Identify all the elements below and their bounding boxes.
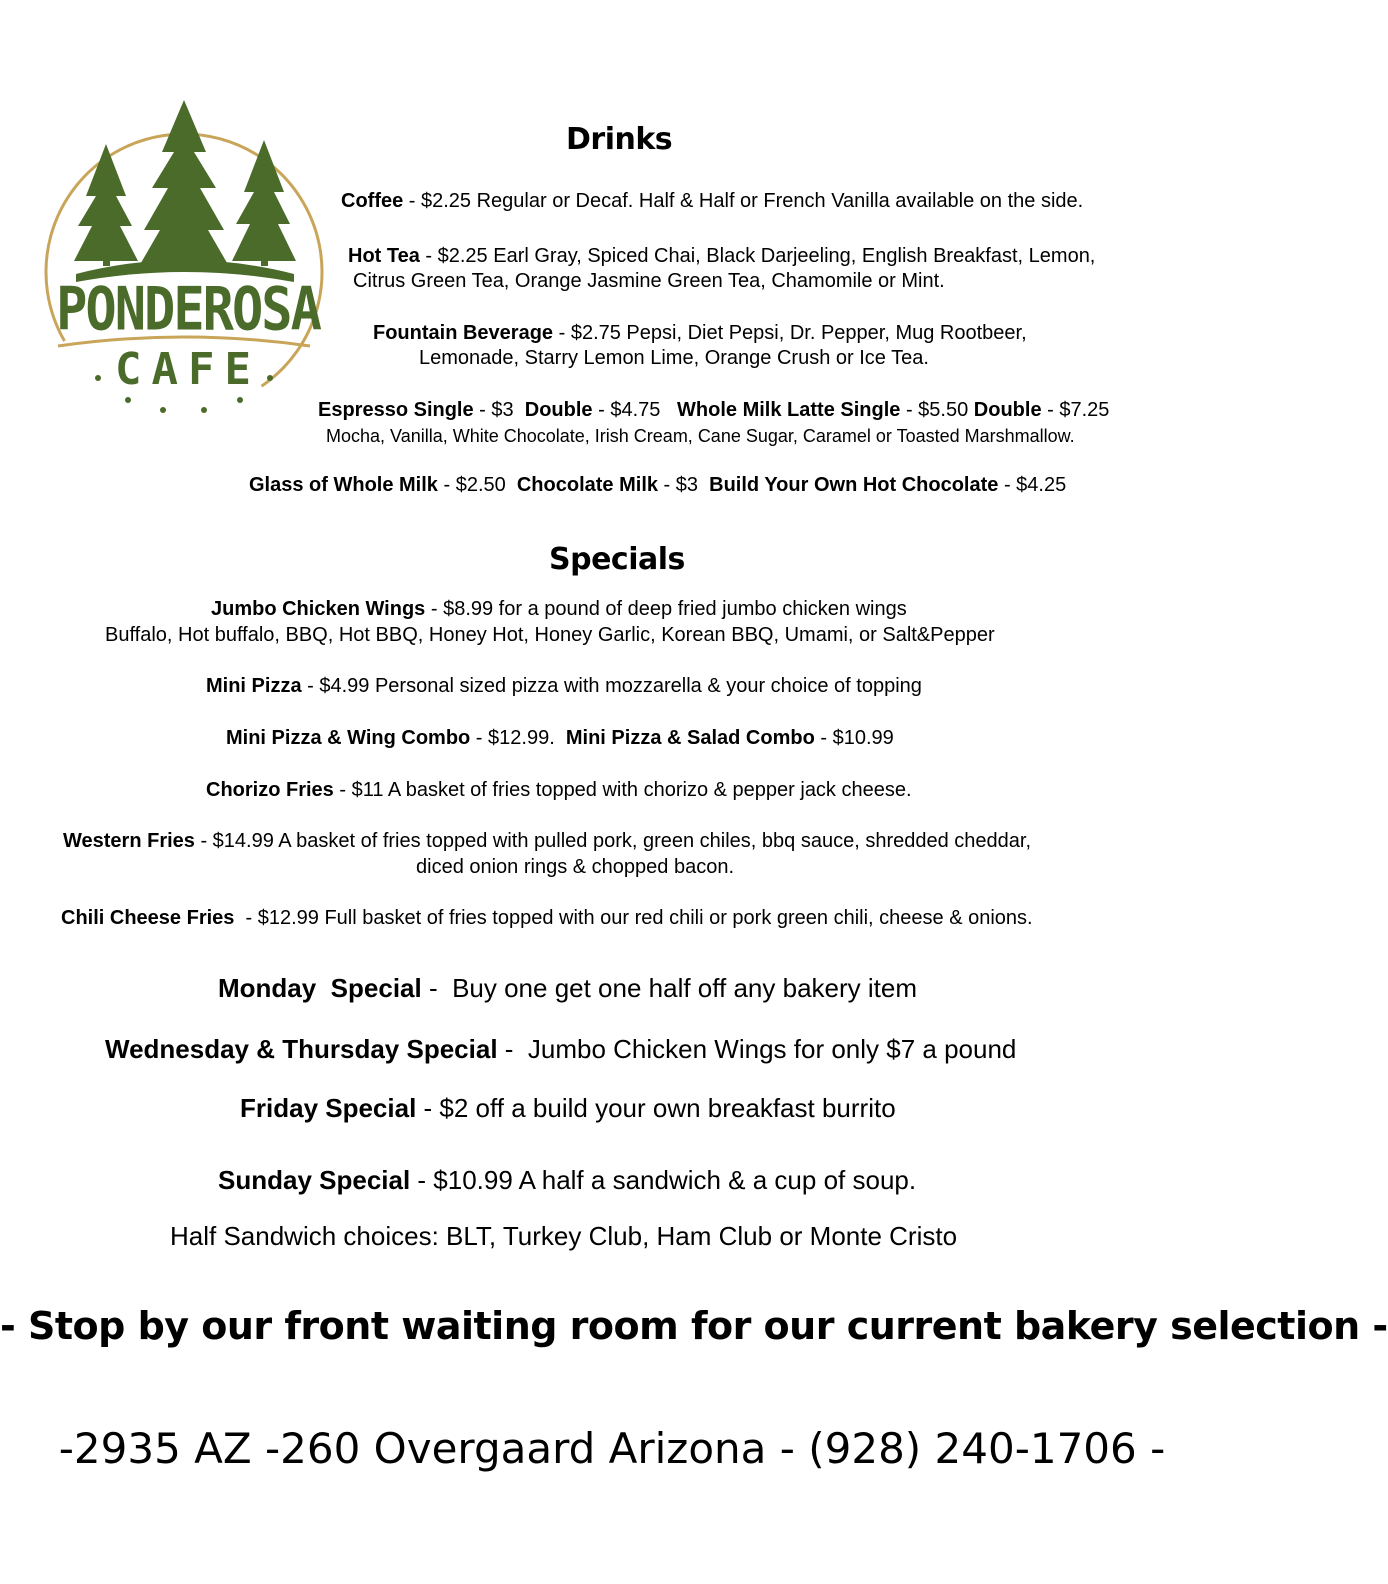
special-desc: - Buy one get one half off any bakery item xyxy=(421,973,917,1003)
special-name: Friday Special xyxy=(240,1093,417,1123)
item-desc: - $14.99 A basket of fries topped with pulled pork, green chiles, bbq sauce, shredded cheddar, xyxy=(194,830,1032,852)
item-name: Whole Milk Latte Single xyxy=(677,399,901,421)
wings-item xyxy=(211,598,907,621)
item-price: - $10.99 xyxy=(814,727,894,749)
western-fries-desc-cont: diced onion rings & chopped bacon. xyxy=(416,856,735,878)
item-name: Espresso Single xyxy=(318,399,474,421)
special-name: Wednesday & Thursday Special xyxy=(105,1034,498,1064)
item-name: Build Your Own Hot Chocolate xyxy=(709,474,999,496)
specials-heading: Specials xyxy=(549,542,685,577)
wings-flavors: Buffalo, Hot buffalo, BBQ, Hot BBQ, Honey Hot, Honey Garlic, Korean BBQ, Umami, or Salt&Pepper xyxy=(105,624,995,646)
western-fries-item xyxy=(63,830,1031,853)
friday-special xyxy=(240,1093,896,1124)
item-price: - $4.75 xyxy=(592,399,678,421)
item-name: Hot Tea xyxy=(348,245,420,267)
item-name: Double xyxy=(524,399,593,421)
item-name: Chocolate Milk xyxy=(516,474,658,496)
special-name: Monday Special xyxy=(218,973,422,1003)
item-price: - $4.25 xyxy=(998,474,1067,496)
item-name: Chili Cheese Fries xyxy=(61,907,235,929)
item-desc: - $8.99 for a pound of deep fried jumbo chicken wings xyxy=(425,598,907,620)
combo-items xyxy=(226,727,894,750)
espresso-item xyxy=(318,399,1109,422)
sandwich-choices: Half Sandwich choices: BLT, Turkey Club, Ham Club or Monte Cristo xyxy=(170,1221,958,1251)
monday-special xyxy=(218,973,917,1004)
fountain-desc-cont: Lemonade, Starry Lemon Lime, Orange Crush or Ice Tea. xyxy=(419,347,929,369)
wed-thu-special xyxy=(105,1034,1016,1065)
item-name: Jumbo Chicken Wings xyxy=(211,598,426,620)
chorizo-fries-item xyxy=(206,779,912,802)
item-price: - $3 xyxy=(473,399,525,421)
address-phone: -2935 AZ -260 Overgaard Arizona - (928) 240-1706 - xyxy=(58,1424,1166,1473)
item-desc: - $2.25 Earl Gray, Spiced Chai, Black Darjeeling, English Breakfast, Lemon, xyxy=(419,245,1096,267)
item-name: Double xyxy=(973,399,1042,421)
sunday-special xyxy=(218,1165,916,1196)
logo-subtitle: CAFE xyxy=(115,344,261,395)
chili-cheese-fries-item xyxy=(61,907,1033,930)
item-desc: - $11 A basket of fries topped with chorizo & pepper jack cheese. xyxy=(333,779,912,801)
fountain-item xyxy=(373,322,1027,345)
item-name: Western Fries xyxy=(63,830,195,852)
item-desc: - $4.99 Personal sized pizza with mozzarella & your choice of topping xyxy=(301,675,922,697)
drinks-heading: Drinks xyxy=(566,122,673,157)
item-name: Chorizo Fries xyxy=(206,779,334,801)
item-price: - $12.99. xyxy=(470,727,566,749)
hot-tea-desc-cont: Citrus Green Tea, Orange Jasmine Green Tea, Chamomile or Mint. xyxy=(353,270,945,292)
ponderosa-cafe-logo xyxy=(28,96,348,436)
item-name: Fountain Beverage xyxy=(373,322,554,344)
milk-item xyxy=(249,474,1066,497)
item-name: Mini Pizza & Salad Combo xyxy=(565,727,815,749)
item-desc: - $2.25 Regular or Decaf. Half & Half or French Vanilla available on the side. xyxy=(403,190,1084,212)
special-desc: - $2 off a build your own breakfast burrito xyxy=(416,1093,896,1123)
item-desc: - $12.99 Full basket of fries topped with our red chili or pork green chili, cheese & onions. xyxy=(234,907,1033,929)
coffee-item xyxy=(341,190,1083,213)
item-price: - $7.25 xyxy=(1041,399,1110,421)
special-name: Sunday Special xyxy=(218,1165,411,1195)
item-name: Mini Pizza xyxy=(206,675,302,697)
mini-pizza-item xyxy=(206,675,922,698)
item-price: - $2.50 xyxy=(437,474,517,496)
espresso-flavors: Mocha, Vanilla, White Chocolate, Irish Cream, Cane Sugar, Caramel or Toasted Marshmallow. xyxy=(326,426,1075,446)
special-desc: - $10.99 A half a sandwich & a cup of soup. xyxy=(410,1165,917,1195)
item-price: - $5.50 xyxy=(900,399,974,421)
logo-name: PONDEROSA xyxy=(56,275,320,345)
bakery-note: - Stop by our front waiting room for our current bakery selection - xyxy=(0,1304,1388,1348)
hot-tea-item xyxy=(348,245,1095,268)
item-desc: - $2.75 Pepsi, Diet Pepsi, Dr. Pepper, Mug Rootbeer, xyxy=(553,322,1027,344)
item-name: Coffee xyxy=(341,190,404,212)
item-price: - $3 xyxy=(658,474,710,496)
item-name: Mini Pizza & Wing Combo xyxy=(226,727,471,749)
special-desc: - Jumbo Chicken Wings for only $7 a pound xyxy=(497,1034,1017,1064)
item-name: Glass of Whole Milk xyxy=(249,474,438,496)
